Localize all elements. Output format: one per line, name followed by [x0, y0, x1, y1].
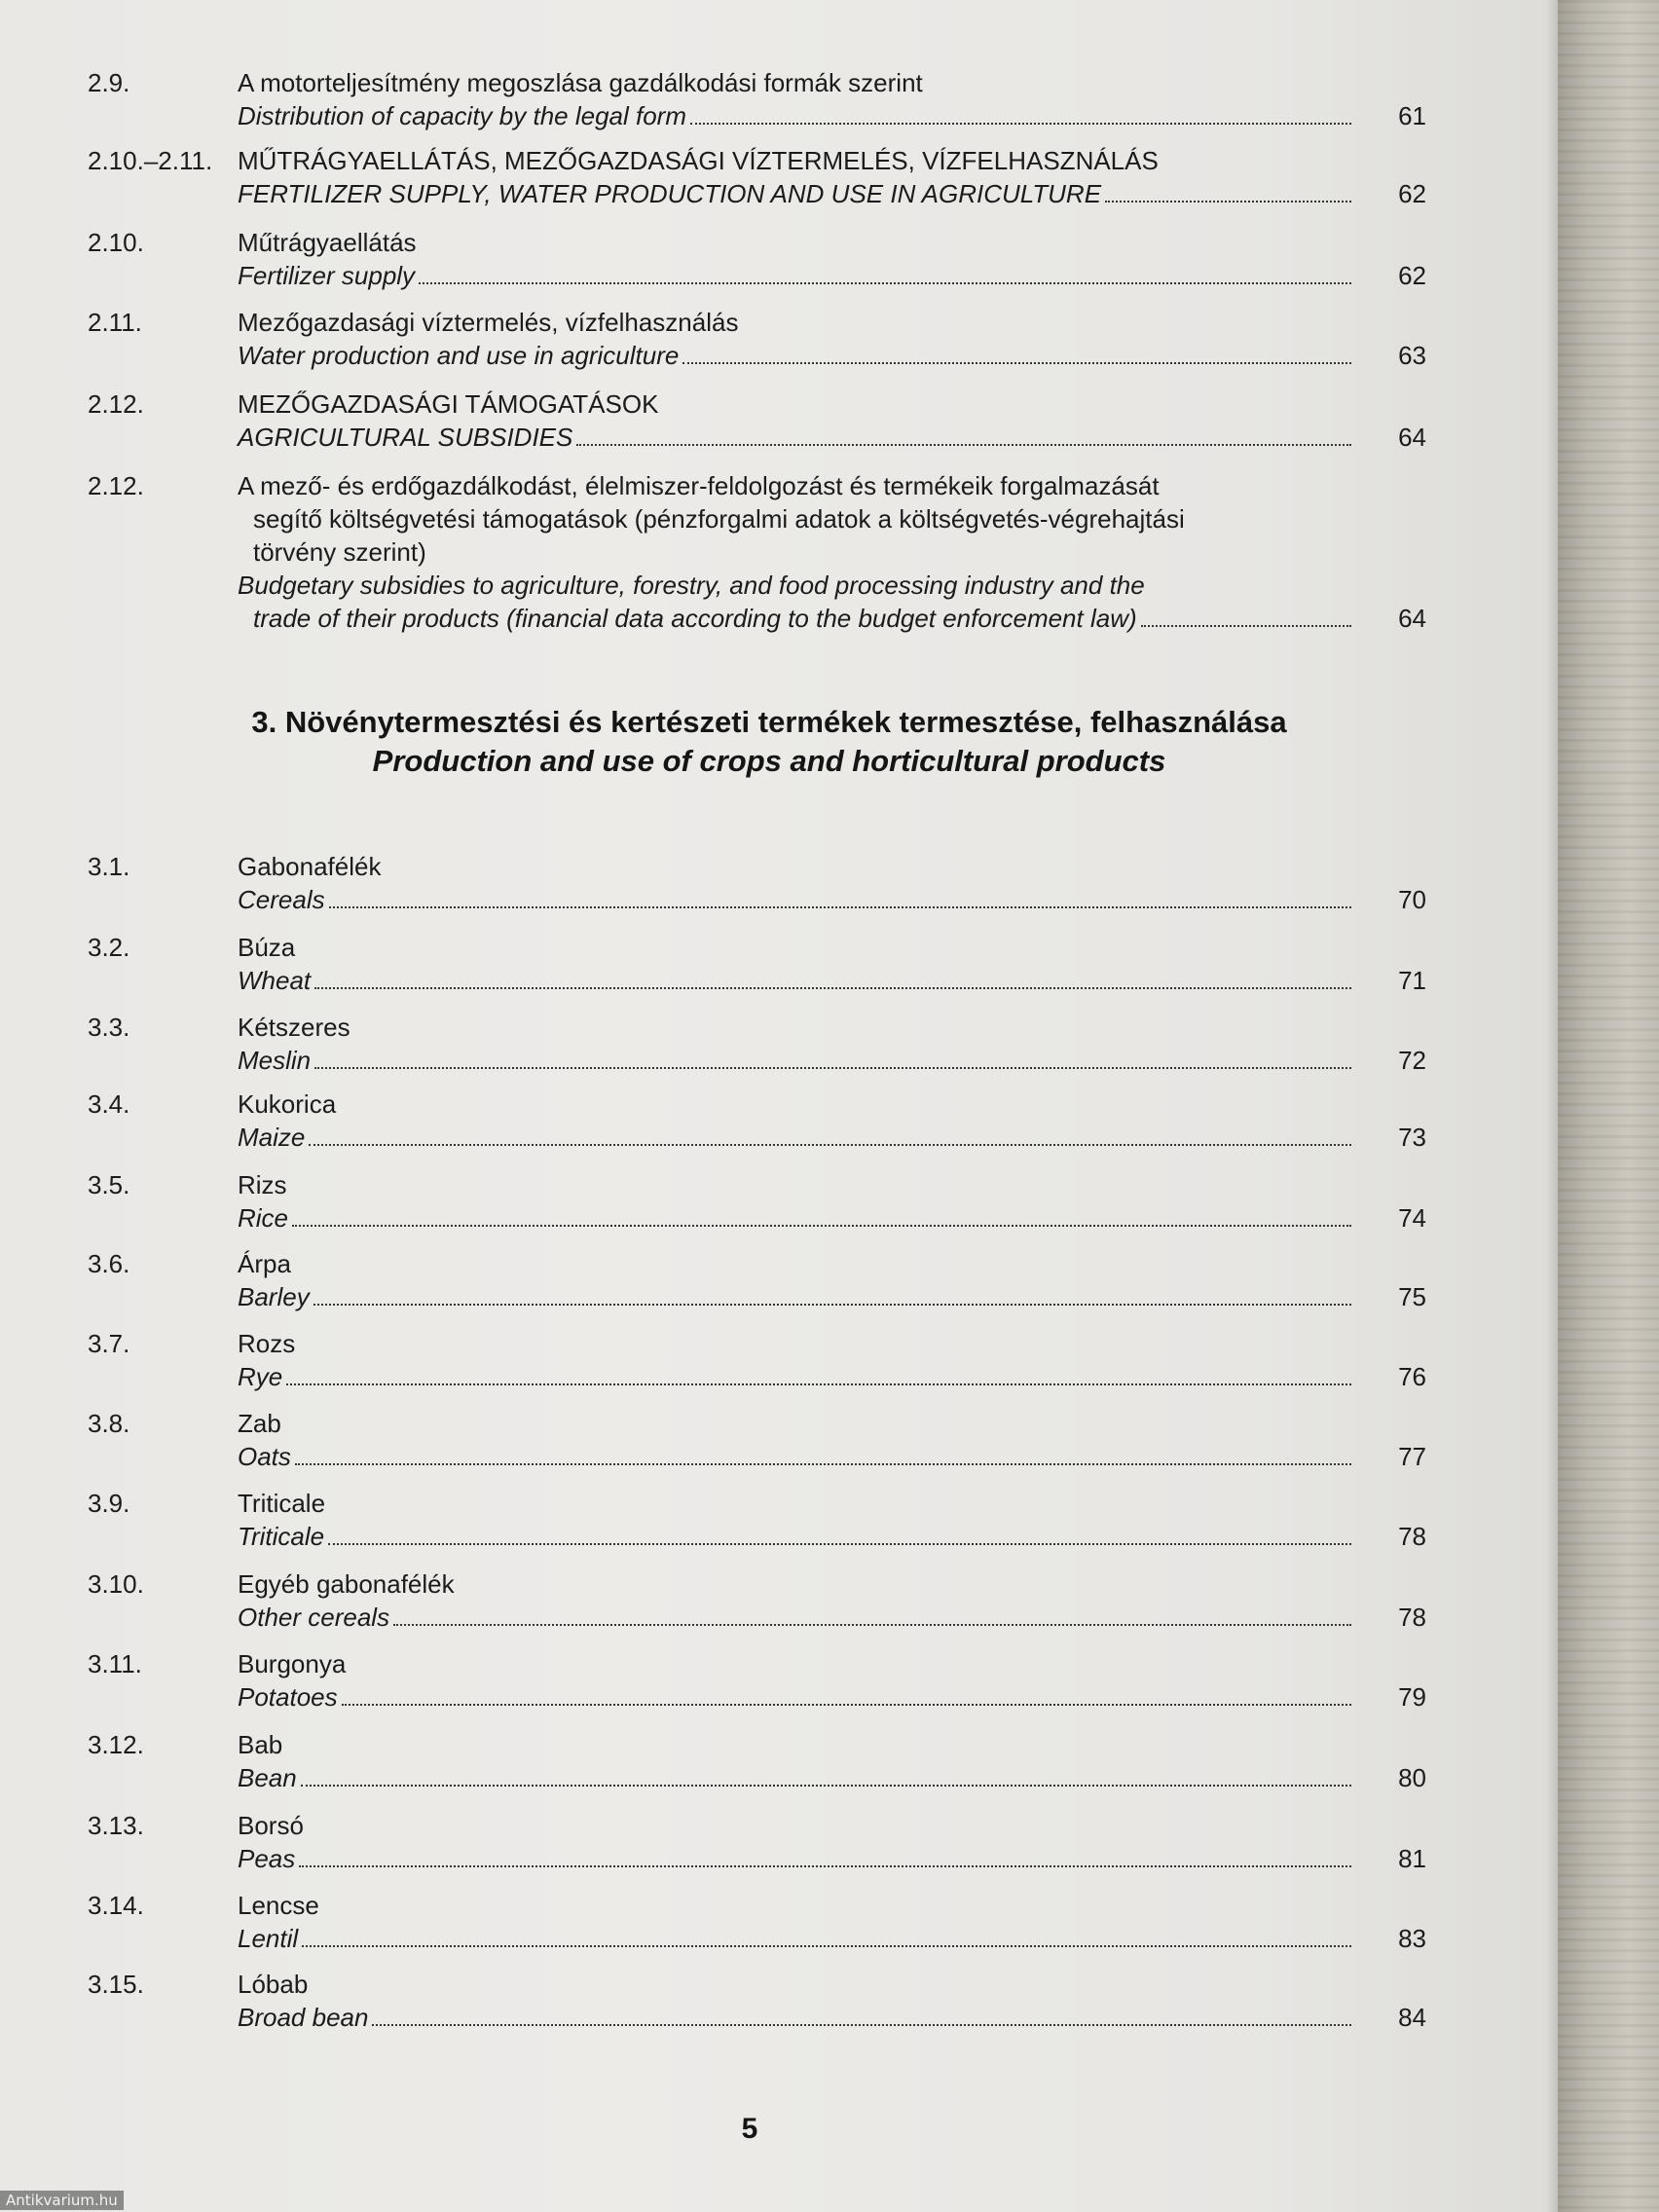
- toc-entry-title-hu: Rozs: [238, 1329, 296, 1358]
- toc-entry-title-hu: Lóbab: [238, 1970, 309, 1999]
- toc-entry-title-hu: Műtrágyaellátás: [238, 228, 417, 257]
- toc-entry-number: 3.15.: [88, 1970, 144, 1999]
- toc-entry-page: 84: [1398, 2003, 1426, 2032]
- toc-entry: [88, 306, 1426, 372]
- toc-entry-page: 62: [1398, 179, 1426, 208]
- toc-entry-page: 77: [1398, 1442, 1426, 1471]
- toc-entry-page: 72: [1398, 1046, 1426, 1075]
- toc-entry: [88, 1889, 1426, 1955]
- toc-entry-leader: [238, 339, 1353, 372]
- toc-entry-leader: [238, 99, 1353, 132]
- dot-leader: [342, 1704, 1351, 1706]
- toc-entry-title-en: Broad bean: [238, 2003, 369, 2032]
- toc-entry: [88, 1168, 1426, 1235]
- dot-leader: [1141, 625, 1351, 627]
- page-number: 5: [741, 2113, 758, 2145]
- dot-leader: [419, 282, 1351, 284]
- toc-entry-title-hu: A motorteljesítmény megoszlása gazdálkodási formák szerint: [238, 68, 923, 97]
- toc-entry-title-en: Distribution of capacity by the legal form: [238, 101, 686, 130]
- toc-entry-title-en: Peas: [238, 1844, 296, 1873]
- toc-entry-number: 3.1.: [88, 852, 130, 881]
- toc-entry-title-en: Fertilizer supply: [238, 261, 416, 290]
- toc-entry-title-hu: Burgonya: [238, 1649, 347, 1678]
- toc-entry-number: 3.9.: [88, 1489, 130, 1518]
- toc-entry-title-hu-cont: törvény szerint): [253, 537, 426, 567]
- watermark-label: Antikvarium.hu: [0, 2191, 124, 2210]
- toc-entry: [88, 1487, 1426, 1553]
- toc-entry-title-en: Budgetary subsidies to agriculture, forestry, and food processing industry and the: [238, 571, 1145, 600]
- toc-entry-title-hu-cont: segítő költségvetési támogatások (pénzforgalmi adatok a költségvetés-végrehajtási: [253, 504, 1185, 534]
- toc-entry-leader: [238, 1601, 1353, 1634]
- toc-entry-number: 2.11.: [88, 308, 142, 337]
- toc-entry-title-en-cont: trade of their products (financial data according to the budget enforcement law): [253, 604, 1137, 633]
- toc-entry-title-hu: Mezőgazdasági víztermelés, vízfelhasználás: [238, 308, 739, 337]
- toc-entry-leader: [238, 2001, 1353, 2034]
- toc-entry-title-hu: Árpa: [238, 1249, 291, 1278]
- toc-entry-title-en: Potatoes: [238, 1682, 338, 1712]
- dot-leader: [329, 906, 1351, 908]
- toc-entry-number: 3.7.: [88, 1329, 130, 1358]
- toc-entry-title-hu: Búza: [238, 933, 296, 962]
- toc-entry-title-en: Rice: [238, 1203, 289, 1233]
- toc-entry-title-en: Bean: [238, 1763, 297, 1792]
- dot-leader: [1105, 201, 1351, 203]
- toc-entry-title-hu: Gabonafélék: [238, 852, 382, 881]
- toc-entry-leader: [238, 1842, 1353, 1875]
- toc-entry-title-hu: MEZŐGAZDASÁGI TÁMOGATÁSOK: [238, 389, 659, 419]
- toc-entry: [88, 850, 1426, 916]
- section-heading-en: Production and use of crops and horticultural products: [372, 744, 1166, 778]
- toc-entry: [88, 1247, 1426, 1313]
- dot-leader: [314, 1067, 1351, 1069]
- page-edge-shadow: [1546, 0, 1558, 2212]
- toc-entry-number: 2.10.–2.11.: [88, 146, 213, 175]
- toc-entry-leader: [238, 1922, 1353, 1955]
- toc-entry-page: 70: [1398, 885, 1426, 914]
- toc-entry: [88, 226, 1426, 292]
- dot-leader: [682, 362, 1351, 364]
- toc-entry-number: 3.4.: [88, 1089, 130, 1119]
- toc-entry-leader: [238, 1044, 1353, 1077]
- toc-entry: [88, 1407, 1426, 1473]
- toc-entry-number: 3.12.: [88, 1730, 144, 1759]
- toc-entry-number: 3.6.: [88, 1249, 130, 1278]
- dot-leader: [372, 2024, 1351, 2026]
- section-heading-hu: 3. Növénytermesztési és kertészeti termékek termesztése, felhasználása: [251, 705, 1287, 739]
- toc-entry-leader: [238, 177, 1353, 210]
- toc-entry-title-hu: Kukorica: [238, 1089, 337, 1119]
- toc-entry-number: 3.3.: [88, 1013, 130, 1042]
- toc-entry-leader: [238, 1440, 1353, 1473]
- toc-entry: [88, 1088, 1426, 1154]
- toc-entry-title-hu: A mező- és erdőgazdálkodást, élelmiszer-feldolgozást és termékeik forgalmazását: [238, 471, 1160, 500]
- toc-entry: [88, 931, 1426, 997]
- toc-entry-leader: [238, 259, 1353, 292]
- toc-entry-page: 76: [1398, 1362, 1426, 1391]
- dot-leader: [301, 1785, 1351, 1787]
- toc-entry-number: 3.11.: [88, 1649, 142, 1678]
- toc-entry-page: 63: [1398, 341, 1426, 370]
- toc-entry-title-en: AGRICULTURAL SUBSIDIES: [238, 423, 573, 452]
- toc-entry-title-en: Water production and use in agriculture: [238, 341, 680, 370]
- toc-entry-page: 78: [1398, 1603, 1426, 1632]
- toc-entry-page: 83: [1398, 1924, 1426, 1953]
- dot-leader: [309, 1144, 1351, 1146]
- toc-entry: [88, 387, 1426, 454]
- toc-entry-page: 78: [1398, 1522, 1426, 1551]
- toc-entry-leader: [238, 883, 1353, 916]
- toc-entry-number: 3.14.: [88, 1891, 144, 1920]
- toc-entry-leader: [238, 1121, 1353, 1154]
- toc-entry-title-en: Maize: [238, 1123, 306, 1152]
- toc-entry-title-en: Cereals: [238, 885, 325, 914]
- toc-entry: [88, 1011, 1426, 1077]
- dot-leader: [328, 1543, 1351, 1545]
- section-heading: [127, 703, 1412, 781]
- toc-entry-title-hu: Triticale: [238, 1489, 326, 1518]
- toc-entry-page: 71: [1398, 966, 1426, 995]
- toc-entry-page: 81: [1398, 1844, 1426, 1873]
- toc-entry-number: 2.12.: [88, 389, 144, 419]
- toc-entry-leader: [238, 964, 1353, 997]
- toc-entry: [88, 1968, 1426, 2034]
- toc-entry-title-hu: Egyéb gabonafélék: [238, 1569, 455, 1599]
- toc-entry-title-en: Other cereals: [238, 1603, 390, 1632]
- toc-entry-leader: [238, 1520, 1353, 1553]
- toc-entry-page: 80: [1398, 1763, 1426, 1792]
- toc-entry: [88, 1327, 1426, 1393]
- toc-entry-title-hu: Borsó: [238, 1811, 304, 1840]
- toc-entry-number: 3.5.: [88, 1170, 130, 1199]
- toc-entry-title-hu: MŰTRÁGYAELLÁTÁS, MEZŐGAZDASÁGI VÍZTERMELÉS, VÍZFELHASZNÁLÁS: [238, 146, 1159, 175]
- toc-entry-page: 75: [1398, 1282, 1426, 1311]
- dot-leader: [690, 123, 1351, 125]
- toc-entry-title-hu: Zab: [238, 1409, 281, 1438]
- toc-entry-leader: [238, 1680, 1353, 1714]
- dot-leader: [299, 1865, 1351, 1867]
- toc-entry-long: [88, 469, 1426, 635]
- toc-entry: [88, 1809, 1426, 1875]
- toc-entry-title-en: Wheat: [238, 966, 312, 995]
- toc-entry-leader: [238, 1761, 1353, 1794]
- toc-entry-page: 64: [1398, 423, 1426, 452]
- dot-leader: [313, 1304, 1351, 1306]
- toc-entry: [88, 1567, 1426, 1634]
- dot-leader: [393, 1624, 1351, 1626]
- toc-entry-title-en: FERTILIZER SUPPLY, WATER PRODUCTION AND USE IN AGRICULTURE: [238, 179, 1102, 208]
- toc-entry-leader: [238, 602, 1353, 635]
- toc-entry-page: 79: [1398, 1682, 1426, 1712]
- toc-entry-title-hu: Bab: [238, 1730, 283, 1759]
- dot-leader: [286, 1383, 1351, 1385]
- toc-entry: [88, 1728, 1426, 1794]
- toc-entry-number: 3.10.: [88, 1569, 144, 1599]
- toc-entry-title-hu: Lencse: [238, 1891, 319, 1920]
- toc-entry-number: 2.12.: [88, 471, 144, 500]
- toc-entry-title-en: Oats: [238, 1442, 291, 1471]
- toc-entry-number: 3.13.: [88, 1811, 144, 1840]
- toc-entry-number: 2.10.: [88, 228, 144, 257]
- toc-entry-title-hu: Kétszeres: [238, 1013, 350, 1042]
- toc-entry-number: 3.2.: [88, 933, 130, 962]
- toc-entry-title-en: Barley: [238, 1282, 310, 1311]
- toc-entry-leader: [238, 421, 1353, 454]
- dot-leader: [314, 987, 1351, 989]
- dot-leader: [292, 1225, 1351, 1227]
- toc-entry: [88, 66, 1426, 132]
- toc-entry-title-en: Triticale: [238, 1522, 325, 1551]
- dot-leader: [295, 1463, 1351, 1465]
- toc-entry-title-en: Rye: [238, 1362, 283, 1391]
- toc-entry: [88, 144, 1426, 210]
- toc-entry-page: 64: [1398, 604, 1426, 633]
- toc-entry: [88, 1647, 1426, 1714]
- toc-entry-page: 62: [1398, 261, 1426, 290]
- toc-entry-number: 2.9.: [88, 68, 130, 97]
- toc-entry-leader: [238, 1280, 1353, 1313]
- toc-entry-title-en: Lentil: [238, 1924, 299, 1953]
- toc-entry-leader: [238, 1201, 1353, 1235]
- dot-leader: [302, 1945, 1351, 1947]
- toc-entry-leader: [238, 1360, 1353, 1393]
- toc-entry-page: 61: [1398, 101, 1426, 130]
- toc-entry-title-hu: Rizs: [238, 1170, 287, 1199]
- toc-entry-page: 73: [1398, 1123, 1426, 1152]
- wooden-surface-background: [1558, 0, 1659, 2212]
- dot-leader: [576, 444, 1351, 446]
- toc-entry-number: 3.8.: [88, 1409, 130, 1438]
- toc-entry-page: 74: [1398, 1203, 1426, 1233]
- toc-entry-title-en: Meslin: [238, 1046, 312, 1075]
